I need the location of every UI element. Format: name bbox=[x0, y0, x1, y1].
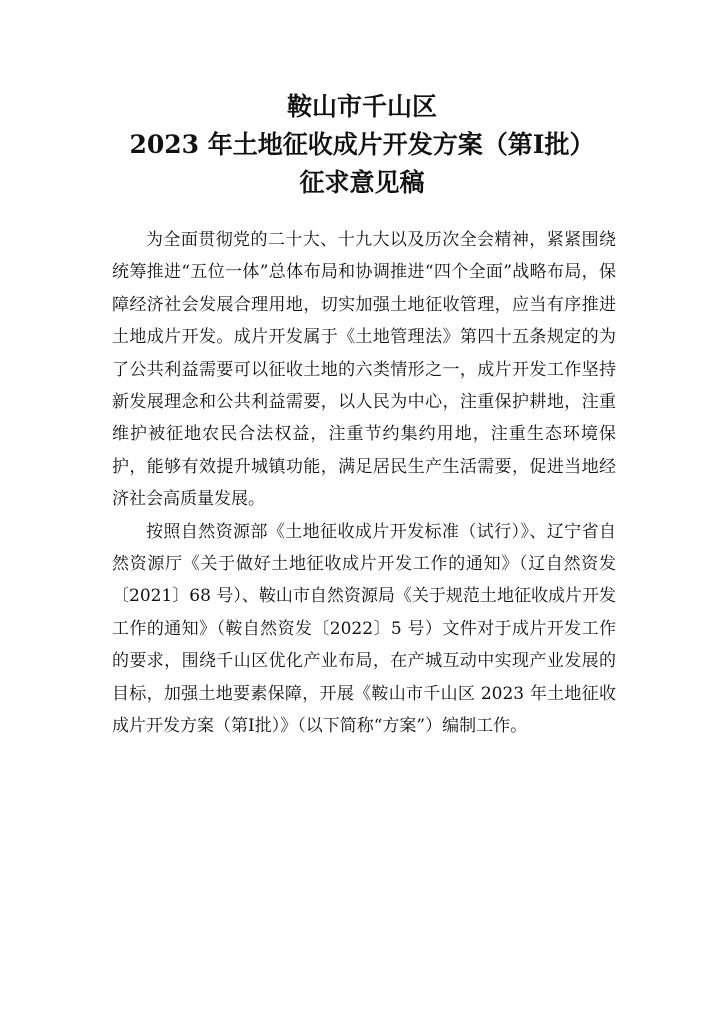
title-line-plan: 2023 年土地征收成片开发方案（第Ⅰ批） bbox=[129, 130, 595, 159]
document-title bbox=[60, 88, 664, 202]
title-line-district: 鞍山市千山区 bbox=[286, 92, 437, 121]
title-line-draft: 征求意见稿 bbox=[299, 168, 425, 197]
paragraph-background: 为全面贯彻党的二十大、十九大以及历次全会精神，紧紧围绕统筹推进“五位一体”总体布局和协调推进“四个全面”战略布局，保障经济社会发展合理用地，切实加强土地征收管理，应当有序推进土地成片开发。成片开发属于《土地管理法》第四十五条规定的为了公共利益需要可以征收土地的六类情形之一，成片开发工作坚持新发展理念和公共利益需要，以人民为中心，注重保护耕地，注重维护被征地农民合法权益，注重节约集约用地，注重生态环境保护，能够有效提升城镇功能，满足居民生产生活需要，促进当地经济社会高质量发展。 bbox=[112, 230, 616, 510]
document-body bbox=[112, 224, 616, 743]
paragraph-basis: 按照自然资源部《土地征收成片开发标准（试行）》、辽宁省自然资源厅《关于做好土地征收成片开发工作的通知》（辽自然资发〔2021〕68 号）、鞍山市自然资源局《关于规范土地征收成片开发工作的通知》（鞍自然资发〔2022〕5 号）文件对于成片开发工作的要求，围绕千山区优化产业布局，在产城互动中实现产业发展的目标，加强土地要素保障，开展《鞍山市千山区 2023 年土地征收成片开发方案（第Ⅰ批）》（以下简称“方案”）编制工作。 bbox=[112, 521, 616, 737]
